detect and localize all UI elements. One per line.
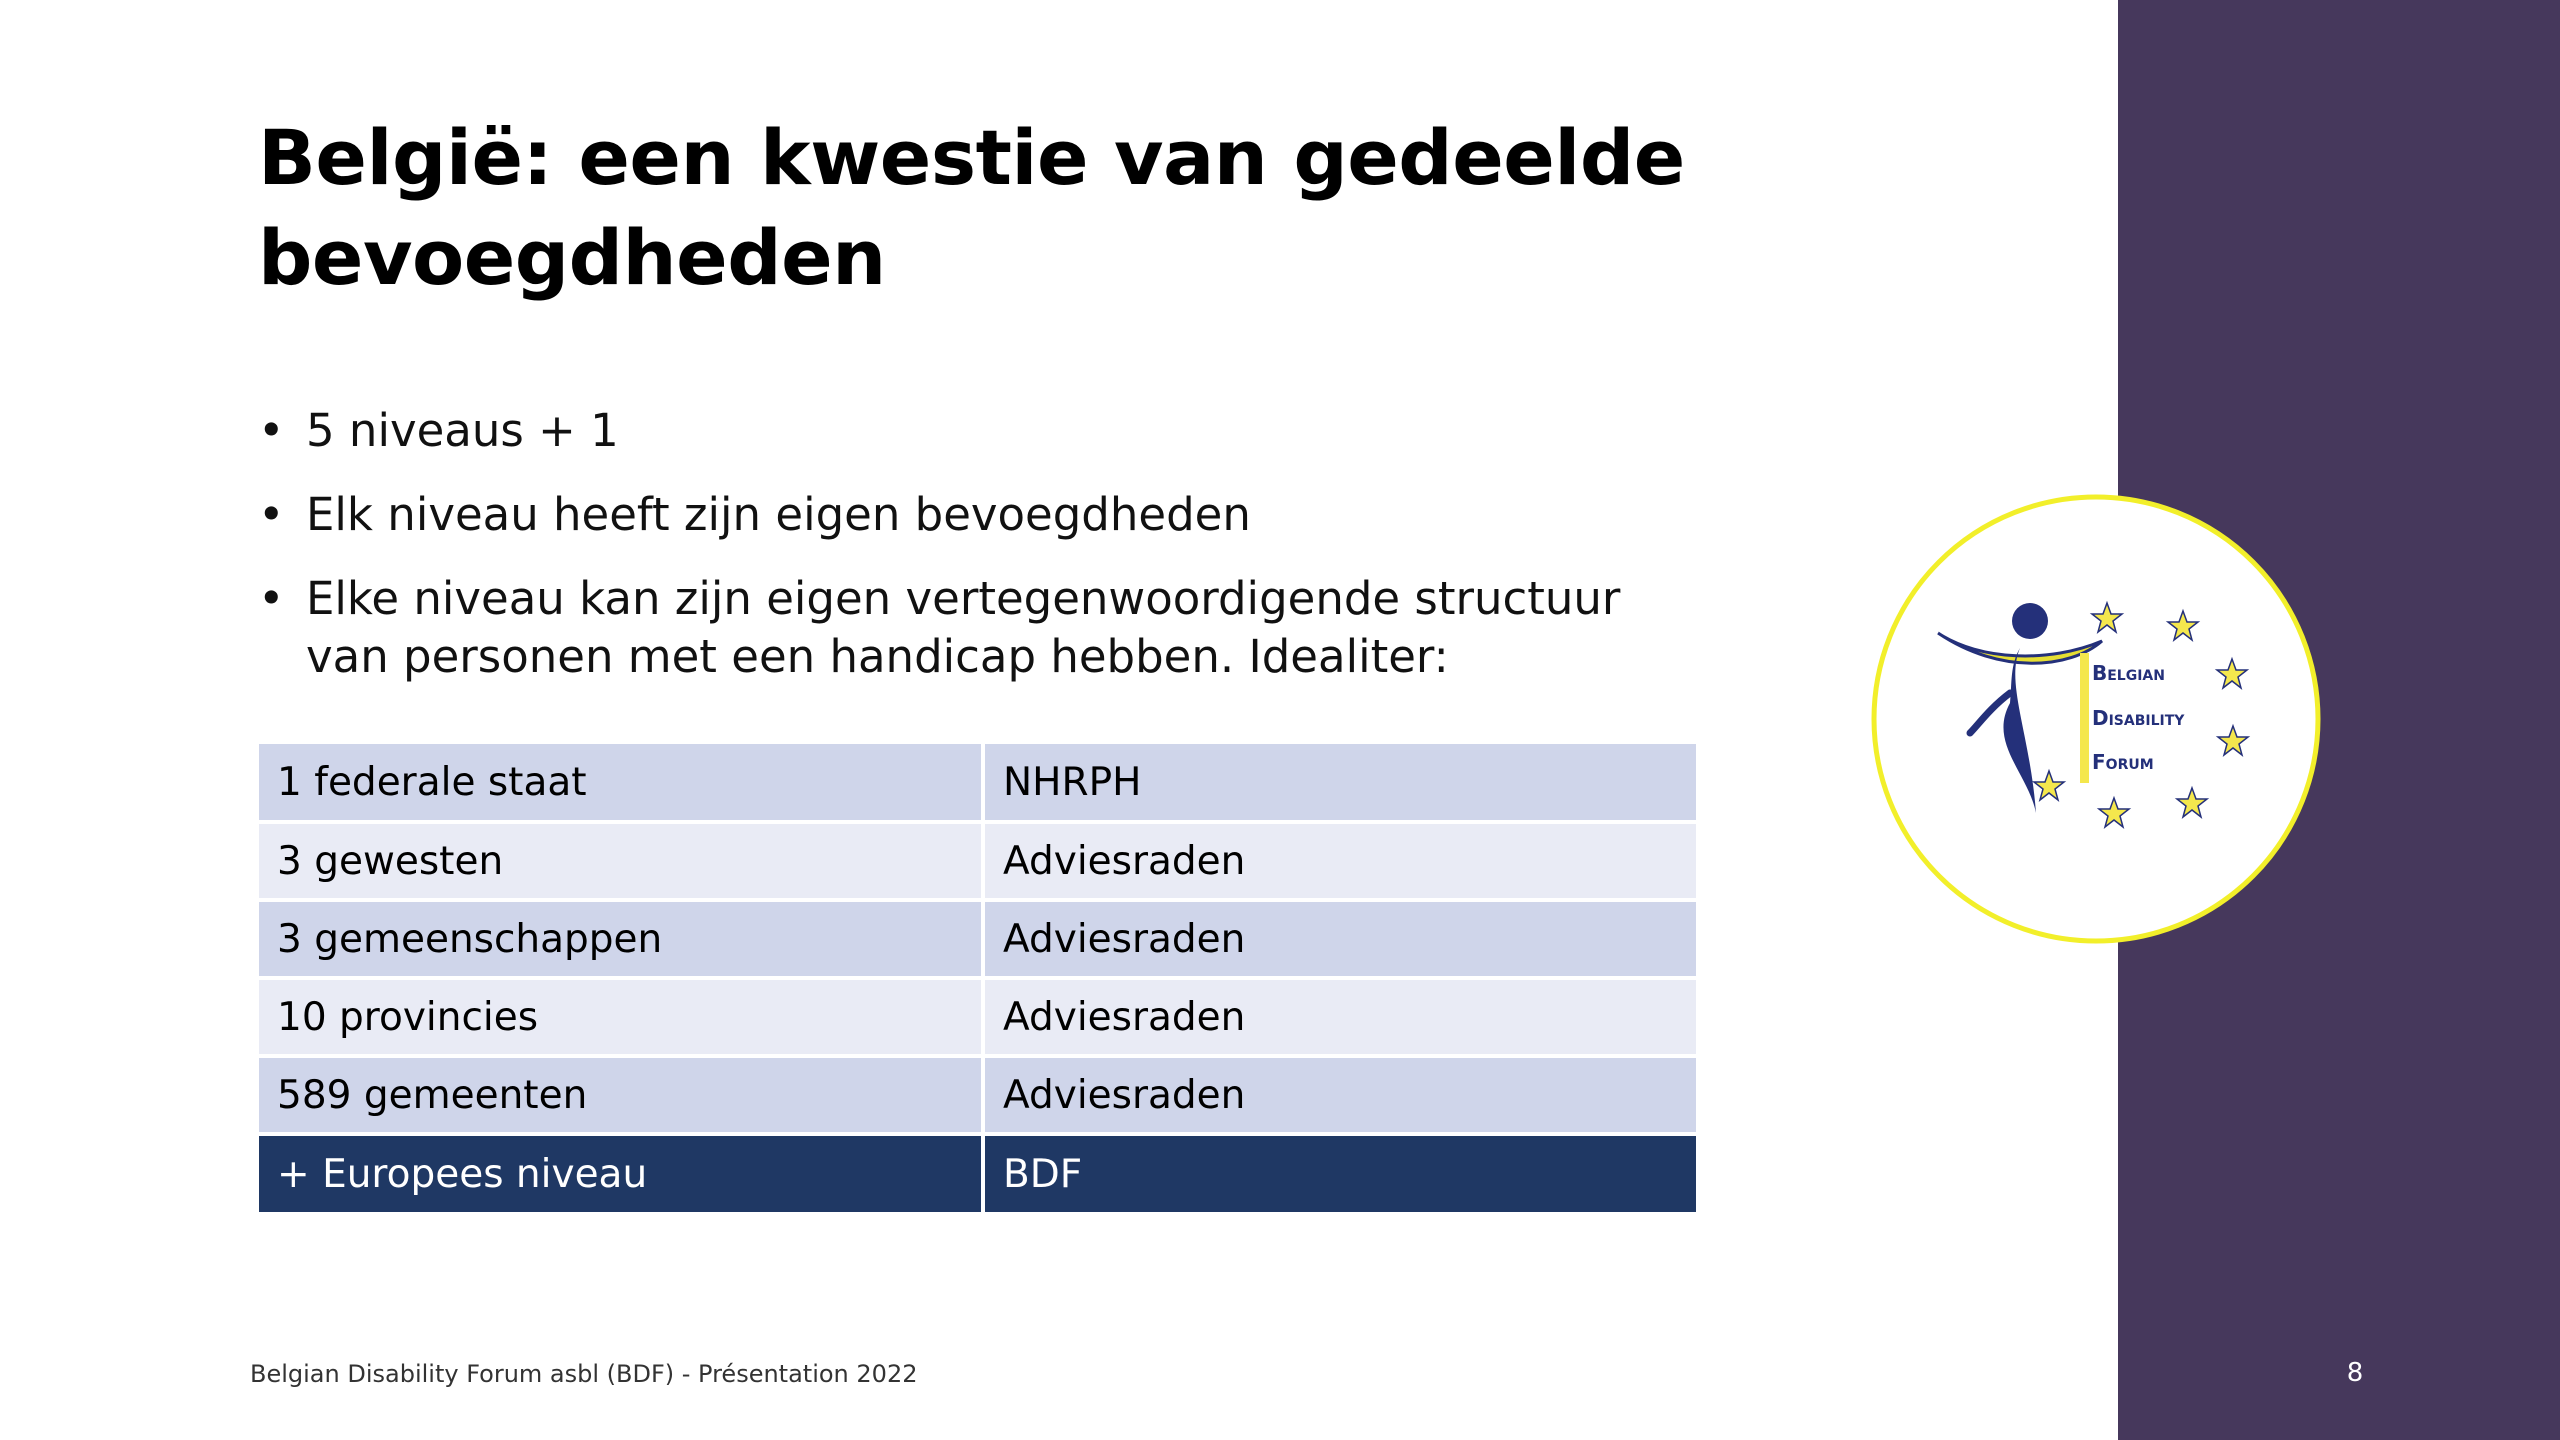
logo-word-belgian: Belgian: [2092, 661, 2165, 685]
bullet-item: [258, 570, 1708, 686]
table-cell-level: + Europees niveau: [259, 1134, 983, 1212]
page-number: 8: [2346, 1358, 2364, 1388]
bullet-item: [258, 486, 1708, 544]
title-line-1: België: een kwestie van gedeelde: [258, 113, 1685, 202]
bullet-dot: •: [258, 404, 285, 457]
table-row: [259, 1056, 1696, 1134]
table-cell-level: 1 federale staat: [259, 744, 983, 822]
table-cell-level: 589 gemeenten: [259, 1056, 983, 1134]
table-row: [259, 744, 1696, 822]
table-cell-body: Adviesraden: [983, 900, 1696, 978]
slide-title: [258, 108, 1758, 308]
title-line-2: bevoegdheden: [258, 213, 886, 302]
table-cell-body: BDF: [983, 1134, 1696, 1212]
table-row: [259, 822, 1696, 900]
bullet-text: Elk niveau heeft zijn eigen bevoegdheden: [306, 488, 1251, 541]
bullet-item: [258, 402, 1708, 460]
table-cell-level: 3 gemeenschappen: [259, 900, 983, 978]
logo-bar: [2080, 653, 2089, 783]
bullet-text: 5 niveaus + 1: [306, 404, 619, 457]
table-cell-body: Adviesraden: [983, 1056, 1696, 1134]
footer-text: Belgian Disability Forum asbl (BDF) - Présentation 2022: [250, 1360, 918, 1388]
logo-word-disability: Disability: [2092, 706, 2185, 730]
table-cell-level: 3 gewesten: [259, 822, 983, 900]
bullet-text: Elke niveau kan zijn eigen vertegenwoordigende structuur van personen met een handicap hebben. Idealiter:: [306, 572, 1621, 683]
levels-table: [259, 744, 1696, 1212]
table-row: [259, 900, 1696, 978]
table-cell-body: Adviesraden: [983, 822, 1696, 900]
table-cell-level: 10 provincies: [259, 978, 983, 1056]
table-cell-body: Adviesraden: [983, 978, 1696, 1056]
table-cell-body: NHRPH: [983, 744, 1696, 822]
logo-word-forum: Forum: [2092, 750, 2154, 774]
svg-text:Belgian: [2092, 661, 2165, 685]
table-total-row: [259, 1134, 1696, 1212]
bdf-logo: [1870, 493, 2322, 945]
bullet-dot: •: [258, 572, 285, 625]
bullet-dot: •: [258, 488, 285, 541]
bullet-list: [258, 402, 1708, 712]
table-row: [259, 978, 1696, 1056]
